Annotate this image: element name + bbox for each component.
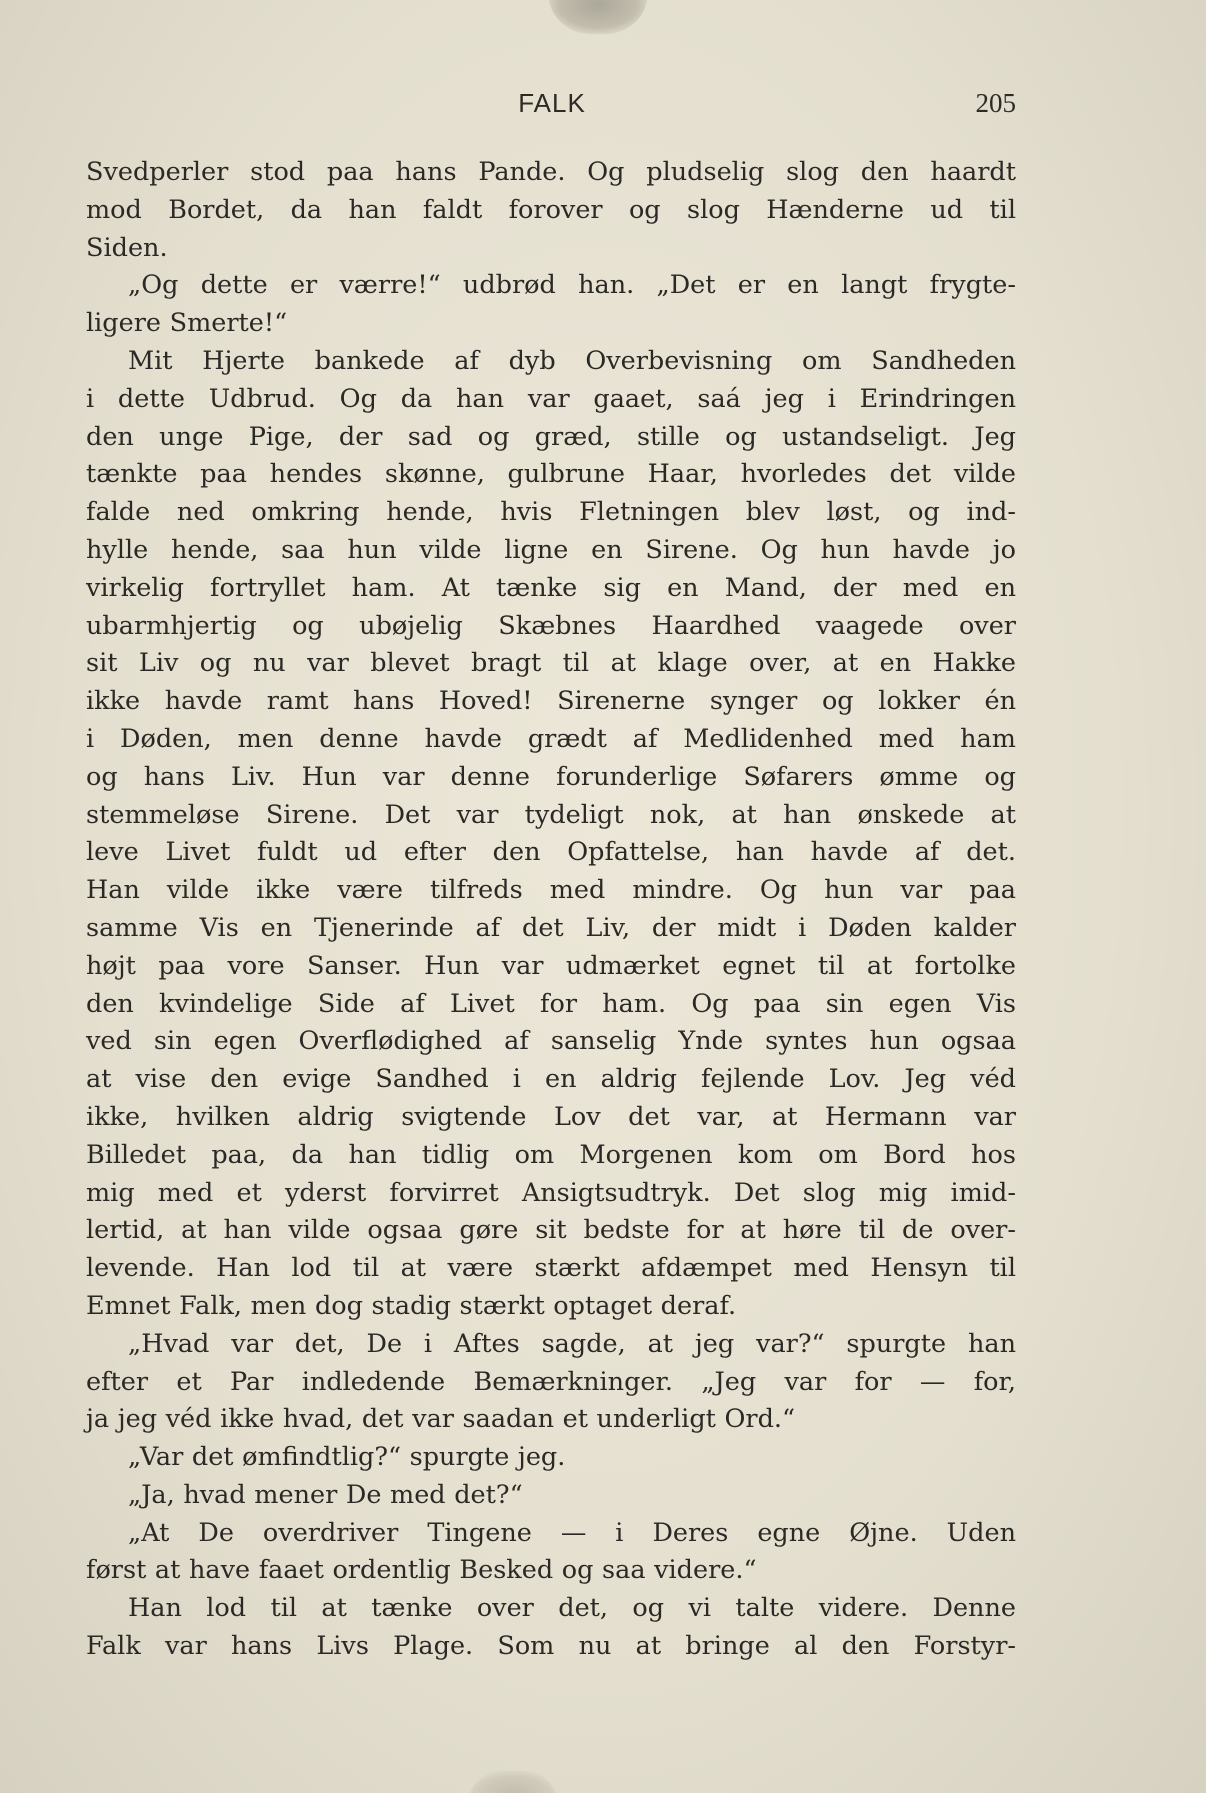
text-line: mod Bordet, da han faldt forover og slog Hænderne ud til [86, 194, 1016, 225]
text-line: leve Livet fuldt ud efter den Opfattelse, han havde af det. [86, 837, 1016, 868]
page-number: 205 [975, 88, 1016, 118]
text-line: Siden. [86, 232, 168, 263]
text-line: tænkte paa hendes skønne, gulbrune Haar, hvorledes det vilde [86, 459, 1016, 490]
text-line: „Hvad var det, De i Aftes sagde, at jeg var?“ spurgte han [128, 1328, 1016, 1359]
text-line: Billedet paa, da han tidlig om Morgenen kom om Bord hos [86, 1139, 1016, 1170]
text-line: samme Vis en Tjenerinde af det Liv, der midt i Døden kalder [86, 912, 1016, 943]
text-line: Han lod til at tænke over det, og vi talte videre. Denne [128, 1593, 1016, 1624]
binding-shadow-bottom [468, 1771, 558, 1793]
text-line: Falk var hans Livs Plage. Som nu at bringe al den Forstyr- [86, 1631, 1016, 1662]
text-line: „Ja, hvad mener De med det?“ [128, 1479, 523, 1510]
text-line: hylle hende, saa hun vilde ligne en Sirene. Og hun havde jo [86, 534, 1016, 565]
text-line: stemmeløse Sirene. Det var tydeligt nok, at han ønskede at [86, 799, 1016, 830]
binding-shadow-top [548, 0, 648, 34]
text-line: levende. Han lod til at være stærkt afdæmpet med Hensyn til [86, 1253, 1016, 1284]
text-line: „At De overdriver Tingene — i Deres egne Øjne. Uden [128, 1517, 1016, 1548]
text-line: ved sin egen Overflødighed af sanselig Ynde syntes hun ogsaa [86, 1026, 1016, 1057]
text-line: falde ned omkring hende, hvis Fletningen blev løst, og ind- [86, 497, 1016, 528]
text-line: „Og dette er værre!“ udbrød han. „Det er en langt frygte- [128, 270, 1016, 301]
running-title: FALK [518, 88, 586, 118]
text-line: Mit Hjerte bankede af dyb Overbevisning om Sandheden [128, 345, 1016, 376]
text-line: ikke havde ramt hans Hoved! Sirenerne synger og lokker én [86, 686, 1016, 717]
text-line: sit Liv og nu var blevet bragt til at klage over, at en Hakke [86, 648, 1016, 679]
body-text [86, 154, 1016, 1666]
text-line: mig med et yderst forvirret Ansigtsudtryk. Det slog mig imid- [86, 1177, 1016, 1208]
text-line: i Døden, men denne havde grædt af Medlidenhed med ham [86, 723, 1016, 754]
text-line: ubarmhjertig og ubøjelig Skæbnes Haardhed vaagede over [86, 610, 1016, 641]
text-line: den unge Pige, der sad og græd, stille og ustandseligt. Jeg [86, 421, 1016, 452]
text-line: Han vilde ikke være tilfreds med mindre. Og hun var paa [86, 875, 1016, 906]
text-line: ikke, hvilken aldrig svigtende Lov det var, at Hermann var [86, 1101, 1016, 1132]
text-line: og hans Liv. Hun var denne forunderlige Søfarers ømme og [86, 761, 1016, 792]
text-line: Svedperler stod paa hans Pande. Og pludselig slog den haardt [86, 157, 1016, 187]
text-line: at vise den evige Sandhed i en aldrig fejlende Lov. Jeg véd [86, 1064, 1016, 1095]
text-line: lertid, at han vilde ogsaa gøre sit bedste for at høre til de over- [86, 1215, 1016, 1246]
text-line: Emnet Falk, men dog stadig stærkt optaget deraf. [86, 1290, 737, 1321]
text-line: i dette Udbrud. Og da han var gaaet, saá jeg i Erindringen [86, 383, 1016, 414]
text-line: „Var det ømfindtlig?“ spurgte jeg. [128, 1442, 566, 1473]
text-line: ja jeg véd ikke hvad, det var saadan et underligt Ord.“ [86, 1404, 796, 1435]
text-line: virkelig fortryllet ham. At tænke sig en Mand, der med en [86, 572, 1016, 603]
text-line: den kvindelige Side af Livet for ham. Og paa sin egen Vis [86, 988, 1016, 1019]
page-header [88, 86, 1016, 122]
text-line: højt paa vore Sanser. Hun var udmærket egnet til at fortolke [86, 950, 1016, 981]
text-line: efter et Par indledende Bemærkninger. „Jeg var for — for, [86, 1366, 1016, 1397]
text-line: ligere Smerte!“ [86, 308, 288, 339]
text-line: først at have faaet ordentlig Besked og saa videre.“ [86, 1555, 757, 1586]
